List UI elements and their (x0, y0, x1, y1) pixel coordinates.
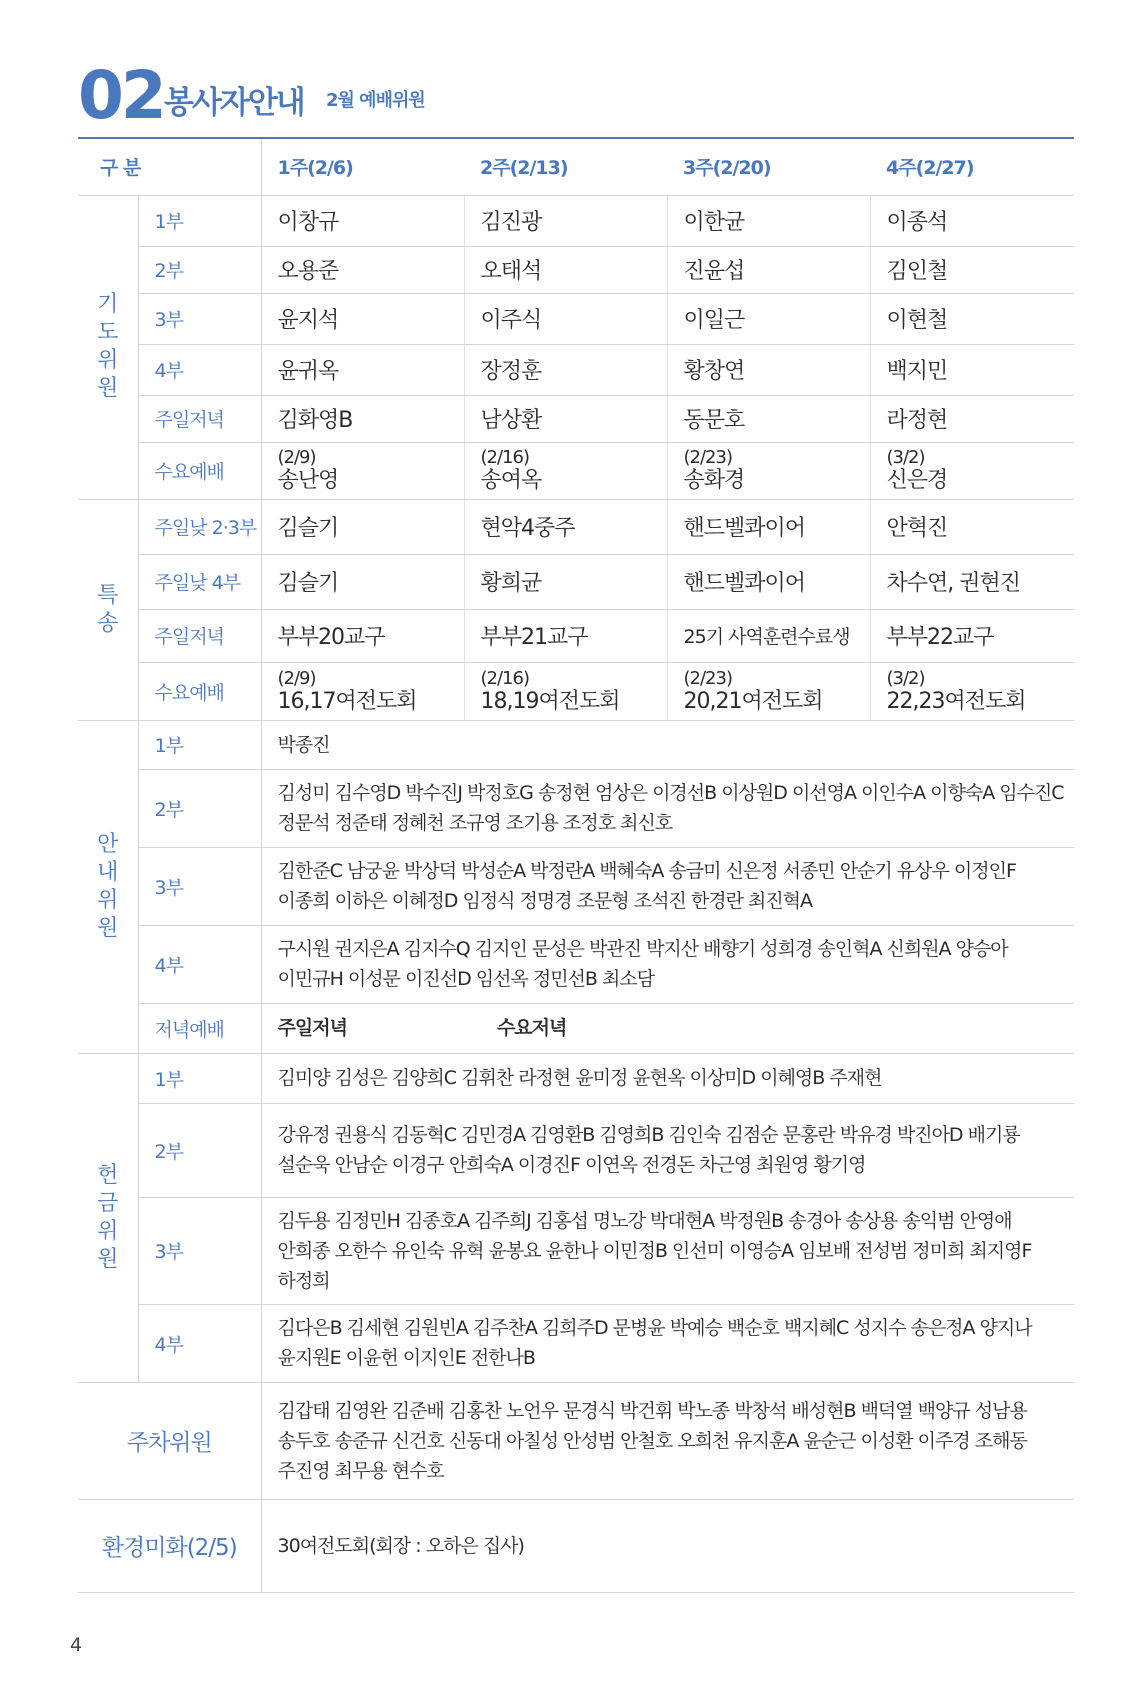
table-row (78, 1304, 1074, 1382)
table-row (78, 1499, 1074, 1592)
table-row (78, 1003, 1074, 1053)
cell: 윤귀옥 (261, 344, 464, 395)
cell: 핸드벨콰이어 (667, 499, 870, 554)
table-row (78, 1053, 1074, 1103)
page-subtitle: 2월 예배위원 (326, 90, 425, 111)
cell (464, 442, 667, 499)
cell: 이주식 (464, 293, 667, 344)
cell-date: (2/23) (683, 667, 732, 689)
cell-name: 16,17여전도회 (277, 688, 417, 714)
names-cell: 김두용 김정민H 김종호A 김주희J 김홍섭 명노강 박대현A 박정원B 송경아 송상용 송익범 안영애 안희종 오한수 유인숙 유혁 윤봉요 윤한나 이민정B 인선미 이영승A 임보배 전성범 정미희 최지영F 하정희 (261, 1197, 1074, 1304)
page-title: 봉사자안내 (164, 85, 304, 121)
header-week-4: 4주(2/27) (870, 139, 1074, 195)
cell: 백지민 (870, 344, 1074, 395)
header-week-3: 3주(2/20) (667, 139, 870, 195)
cell: 이창규 (261, 195, 464, 246)
cell-name: 송화경 (683, 468, 745, 493)
names-cell: 박종진 (261, 720, 1074, 769)
cell-date: (3/2) (886, 447, 925, 468)
row-label: 수요예배 (138, 662, 261, 720)
names-cell: 30여전도회(회장 : 오하은 집사) (261, 1499, 1074, 1592)
table-header-row (78, 139, 1074, 195)
table-row (78, 344, 1074, 395)
names-cell: 김갑태 김영완 김준배 김홍찬 노언우 문경식 박건휘 박노종 박창석 배성현B 백덕열 백양규 성남용 송두호 송준규 신건호 신동대 아칠성 안성범 안철호 오희천 유지훈A 윤순근 이성환 이주경 조해동 주진영 최무용 현수호 (261, 1382, 1074, 1499)
row-label: 4부 (138, 1304, 261, 1382)
names-cell: 김미양 김성은 김양희C 김휘찬 라정현 윤미정 윤현옥 이상미D 이혜영B 주재현 (261, 1053, 1074, 1103)
cell (464, 662, 667, 720)
row-label: 1부 (138, 720, 261, 769)
row-label: 3부 (138, 1197, 261, 1304)
cell (261, 442, 464, 499)
evening-wednesday: 수요저녁 (496, 1017, 567, 1039)
row-label: 2부 (138, 769, 261, 847)
table-row (78, 195, 1074, 246)
cell: 이현철 (870, 293, 1074, 344)
row-label: 저녁예배 (138, 1003, 261, 1053)
cell (667, 442, 870, 499)
group-prayer-label: 기도위원 (97, 292, 119, 401)
table-row (78, 554, 1074, 609)
row-label: 1부 (138, 195, 261, 246)
volunteer-table (78, 139, 1074, 1593)
row-label: 2부 (138, 1103, 261, 1197)
parking-label: 주차위원 (78, 1382, 261, 1499)
group-offering (78, 1053, 138, 1382)
cell: 김인철 (870, 246, 1074, 293)
header-week-2: 2주(2/13) (464, 139, 667, 195)
cell-name: 송난영 (277, 468, 339, 493)
group-usher (78, 720, 138, 1053)
table-row (78, 1103, 1074, 1197)
row-label: 3부 (138, 293, 261, 344)
table-row (78, 609, 1074, 662)
table-row (78, 925, 1074, 1003)
cell: 현악4중주 (464, 499, 667, 554)
cell: 윤지석 (261, 293, 464, 344)
cell-date: (3/2) (886, 667, 925, 689)
row-label: 4부 (138, 344, 261, 395)
cell: 동문호 (667, 395, 870, 442)
table-row (78, 499, 1074, 554)
cell-date: (2/16) (480, 667, 529, 689)
cell: 진윤섭 (667, 246, 870, 293)
cell: 이종석 (870, 195, 1074, 246)
table-row (78, 1197, 1074, 1304)
cell: 이한균 (667, 195, 870, 246)
names-cell: 김한준C 남궁윤 박상덕 박성순A 박정란A 백혜숙A 송금미 신은정 서종민 안순기 유상우 이정인F 이종희 이하은 이혜정D 임정식 정명경 조문형 조석진 한경란 최진혁A (261, 847, 1074, 925)
cell: 차수연, 권현진 (870, 554, 1074, 609)
group-special-label: 특송 (97, 582, 119, 636)
evening-sunday: 주일저녁 (277, 1017, 347, 1039)
cell-name: 20,21여전도회 (683, 688, 823, 714)
table-row (78, 769, 1074, 847)
group-prayer (78, 195, 138, 499)
cell-name: 22,23여전도회 (886, 688, 1026, 714)
page-header (78, 55, 1074, 137)
table-row (78, 1382, 1074, 1499)
cell-date: (2/23) (683, 447, 732, 468)
cell: 25기 사역훈련수료생 (667, 609, 870, 662)
page-number: 4 (70, 1634, 83, 1656)
header-division: 구 분 (78, 139, 261, 195)
cell: 오용준 (261, 246, 464, 293)
cell: 안혁진 (870, 499, 1074, 554)
cell-date: (2/9) (277, 447, 316, 468)
row-label: 주일낮 4부 (138, 554, 261, 609)
row-label: 주일저녁 (138, 395, 261, 442)
header-week-1: 1주(2/6) (261, 139, 464, 195)
cell: 김화영B (261, 395, 464, 442)
row-label: 2부 (138, 246, 261, 293)
cell: 황희균 (464, 554, 667, 609)
cell (870, 442, 1074, 499)
table-row (78, 293, 1074, 344)
cell: 김슬기 (261, 554, 464, 609)
table-row (78, 847, 1074, 925)
cell: 핸드벨콰이어 (667, 554, 870, 609)
cell: 라정현 (870, 395, 1074, 442)
section-number: 02 (78, 57, 164, 134)
cell (261, 662, 464, 720)
table-row (78, 395, 1074, 442)
cell-date: (2/9) (277, 667, 316, 689)
cell-name: 신은경 (886, 468, 948, 493)
cell: 이일근 (667, 293, 870, 344)
names-cell: 구시원 권지은A 김지수Q 김지인 문성은 박관진 박지산 배향기 성희경 송인혁A 신희원A 양승아 이민규H 이성문 이진선D 임선옥 정민선B 최소담 (261, 925, 1074, 1003)
names-cell: 강유정 권용식 김동혁C 김민경A 김영환B 김영희B 김인숙 김점순 문홍란 박유경 박진아D 배기룡 설순욱 안남순 이경구 안희숙A 이경진F 이연옥 전경돈 차근영 최원영 황기영 (261, 1103, 1074, 1197)
cell-name: 18,19여전도회 (480, 688, 620, 714)
cell: 부부21교구 (464, 609, 667, 662)
row-label: 1부 (138, 1053, 261, 1103)
cell-date: (2/16) (480, 447, 529, 468)
table-row (78, 442, 1074, 499)
cell (870, 662, 1074, 720)
cell: 오태석 (464, 246, 667, 293)
cell: 부부22교구 (870, 609, 1074, 662)
names-cell (261, 1003, 1074, 1053)
row-label: 4부 (138, 925, 261, 1003)
table-row (78, 662, 1074, 720)
table-row (78, 720, 1074, 769)
group-usher-label: 안내위원 (97, 831, 119, 941)
row-label: 주일낮 2·3부 (138, 499, 261, 554)
cell: 김진광 (464, 195, 667, 246)
cell: 김슬기 (261, 499, 464, 554)
cell (667, 662, 870, 720)
row-label: 수요예배 (138, 442, 261, 499)
cell: 부부20교구 (261, 609, 464, 662)
environment-label: 환경미화(2/5) (78, 1499, 261, 1592)
names-cell: 김성미 김수영D 박수진J 박정호G 송정현 엄상은 이경선B 이상원D 이선영A 이인수A 이향숙A 임수진C 정문석 정준태 정혜천 조규영 조기용 조정호 최신호 (261, 769, 1074, 847)
row-label: 3부 (138, 847, 261, 925)
names-cell: 김다은B 김세현 김원빈A 김주찬A 김희주D 문병윤 박예승 백순호 백지혜C 성지수 송은정A 양지나 윤지원E 이윤헌 이지인E 전한나B (261, 1304, 1074, 1382)
cell: 황창연 (667, 344, 870, 395)
cell-name: 송여옥 (480, 468, 542, 493)
group-special (78, 499, 138, 720)
row-label: 주일저녁 (138, 609, 261, 662)
group-offering-label: 헌금위원 (97, 1162, 119, 1272)
cell: 남상환 (464, 395, 667, 442)
cell: 장정훈 (464, 344, 667, 395)
table-row (78, 246, 1074, 293)
